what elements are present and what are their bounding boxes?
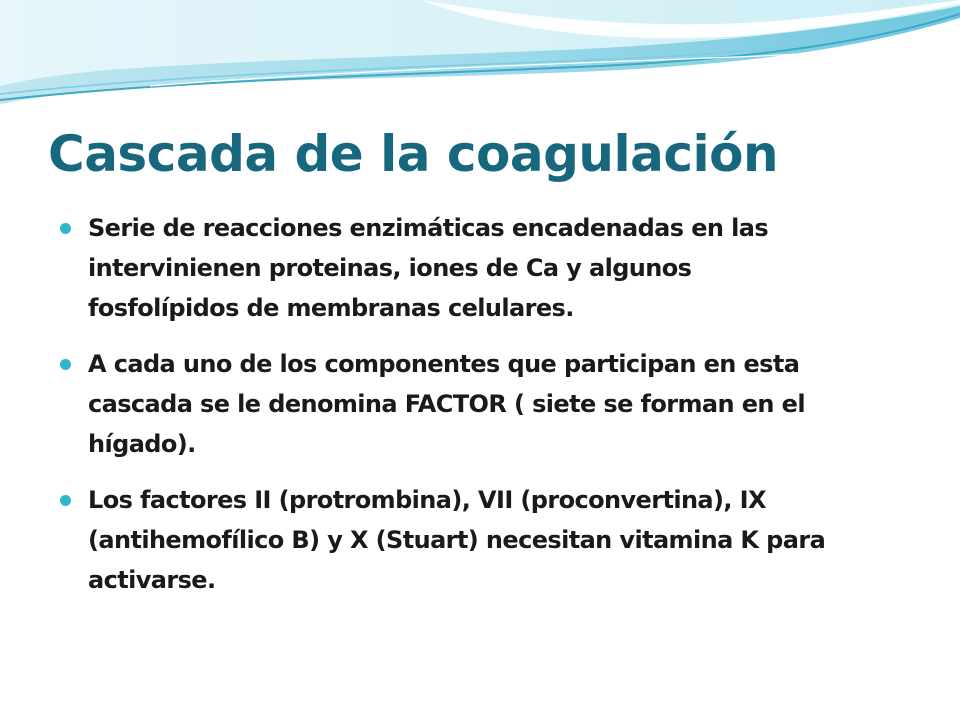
slide-title: Cascada de la coagulación: [48, 125, 779, 183]
bullet-point-icon: [60, 495, 71, 506]
bullet-list: [60, 208, 910, 616]
bullet-text-line: hígado).: [88, 430, 196, 458]
bullet-text-line: cascada se le denomina FACTOR ( siete se forman en el: [88, 390, 805, 418]
wave-banner-decoration: [0, 0, 960, 110]
bullet-text-line: Los factores II (protrombina), VII (proconvertina), IX: [88, 486, 766, 514]
bullet-text-line: activarse.: [88, 566, 216, 594]
bullet-text-line: A cada uno de los componentes que participan en esta: [88, 350, 800, 378]
bullet-text-line: intervinienen proteinas, iones de Ca y algunos: [88, 254, 692, 282]
bullet-item: [60, 344, 910, 464]
bullet-text-line: fosfolípidos de membranas celulares.: [88, 294, 574, 322]
bullet-text-line: (antihemofílico B) y X (Stuart) necesitan vitamina K para: [88, 526, 826, 554]
bullet-item: [60, 208, 910, 328]
bullet-text-line: Serie de reacciones enzimáticas encadenadas en las: [88, 214, 769, 242]
bullet-item: [60, 480, 910, 600]
bullet-point-icon: [60, 223, 71, 234]
bullet-point-icon: [60, 359, 71, 370]
